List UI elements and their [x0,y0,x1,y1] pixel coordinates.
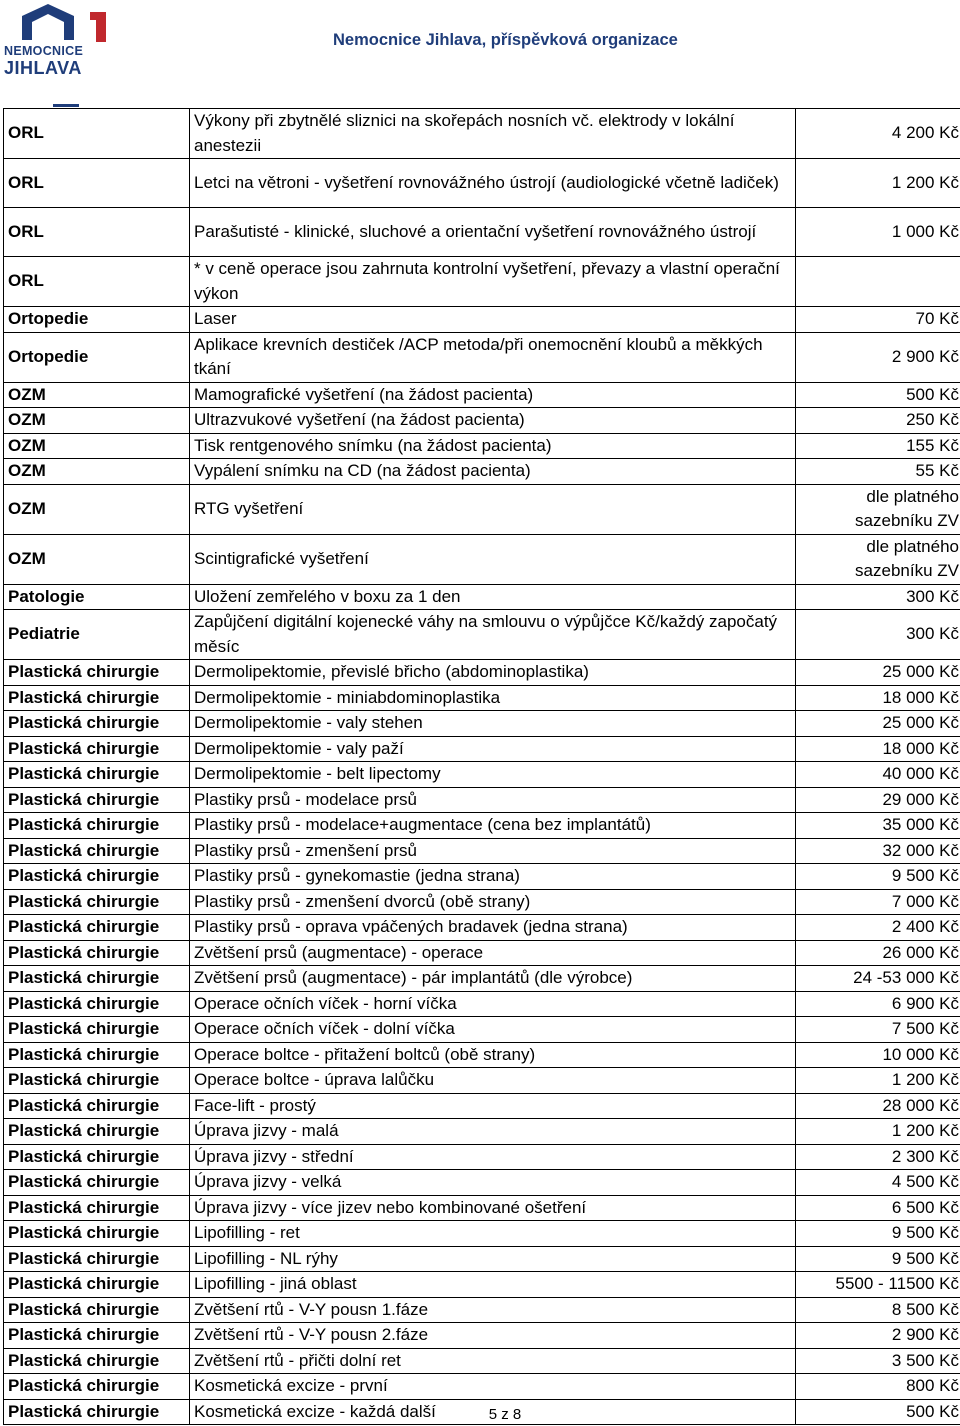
price-cell [796,257,960,307]
table-row [4,433,960,459]
table-row [4,382,960,408]
table-row [4,940,960,966]
table-row [4,660,960,686]
description-cell: Aplikace krevních destiček /ACP metoda/při onemocnění kloubů a měkkých tkání [190,332,796,382]
description-cell: Dermolipektomie, převislé břicho (abdominoplastika) [190,660,796,686]
table-row [4,159,960,208]
department-cell: ORL [4,257,190,307]
department-cell: OZM [4,484,190,534]
table-row [4,736,960,762]
description-cell: Zvětšení rtů - V-Y pousn 1.fáze [190,1297,796,1323]
price-cell: 7 500 Kč [796,1017,960,1043]
description-cell: Vypálení snímku na CD (na žádost pacienta) [190,459,796,485]
department-cell: ORL [4,208,190,257]
department-cell: Plastická chirurgie [4,762,190,788]
description-cell: Uložení zemřelého v boxu za 1 den [190,584,796,610]
table-row [4,813,960,839]
description-cell: Plastiky prsů - modelace+augmentace (cena bez implantátů) [190,813,796,839]
department-cell: Plastická chirurgie [4,1297,190,1323]
description-cell: Plastiky prsů - zmenšení dvorců (obě strany) [190,889,796,915]
description-cell: Zvětšení prsů (augmentace) - operace [190,940,796,966]
description-cell: * v ceně operace jsou zahrnuta kontrolní vyšetření, převazy a vlastní operační výkon [190,257,796,307]
department-cell: Plastická chirurgie [4,1068,190,1094]
price-cell: 1 200 Kč [796,159,960,208]
table-row [4,1297,960,1323]
page-header [0,0,960,95]
price-cell: 28 000 Kč [796,1093,960,1119]
table-row [4,1017,960,1043]
description-cell: Plastiky prsů - modelace prsů [190,787,796,813]
table-row [4,307,960,333]
department-cell: Plastická chirurgie [4,1348,190,1374]
table-row [4,787,960,813]
department-cell: Plastická chirurgie [4,787,190,813]
table-row [4,1042,960,1068]
description-cell: Výkony při zbytnělé sliznici na skořepách nosních vč. elektrody v lokální anestezii [190,109,796,159]
price-cell: 1 200 Kč [796,1119,960,1145]
description-cell: Operace boltce - přitažení boltců (obě strany) [190,1042,796,1068]
table-row [4,864,960,890]
table-row [4,711,960,737]
description-cell: Letci na větroni - vyšetření rovnovážného ústrojí (audiologické včetně ladiček) [190,159,796,208]
table-row [4,1221,960,1247]
table-row [4,1093,960,1119]
price-cell: 18 000 Kč [796,736,960,762]
table-row [4,1348,960,1374]
description-cell: Úprava jizvy - velká [190,1170,796,1196]
logo-text-line2: JIHLAVA [4,58,82,78]
department-cell: Plastická chirurgie [4,864,190,890]
department-cell: Plastická chirurgie [4,889,190,915]
department-cell: Plastická chirurgie [4,1017,190,1043]
department-cell: Plastická chirurgie [4,1246,190,1272]
description-cell: Plastiky prsů - oprava vpáčených bradavek (jedna strana) [190,915,796,941]
description-cell: Lipofilling - NL rýhy [190,1246,796,1272]
price-cell: 2 300 Kč [796,1144,960,1170]
price-cell: 40 000 Kč [796,762,960,788]
description-cell: Parašutisté - klinické, sluchové a orientační vyšetření rovnovážného ústrojí [190,208,796,257]
description-cell: Dermolipektomie - valy stehen [190,711,796,737]
department-cell: Plastická chirurgie [4,966,190,992]
description-cell: Operace očních víček - dolní víčka [190,1017,796,1043]
department-cell: ORL [4,159,190,208]
organization-title: Nemocnice Jihlava, příspěvková organizace [333,31,678,49]
table-row [4,257,960,307]
department-cell: OZM [4,433,190,459]
department-cell: OZM [4,382,190,408]
department-cell: Plastická chirurgie [4,1221,190,1247]
description-cell: Mamografické vyšetření (na žádost pacienta) [190,382,796,408]
description-cell: RTG vyšetření [190,484,796,534]
description-cell: Kosmetická excize - první [190,1374,796,1400]
department-cell: Patologie [4,584,190,610]
table-row [4,1246,960,1272]
table-row [4,109,960,159]
department-cell: Plastická chirurgie [4,711,190,737]
description-cell: Dermolipektomie - miniabdominoplastika [190,685,796,711]
description-cell: Zapůjčení digitální kojenecké váhy na smlouvu o výpůjčce Kč/každý započatý měsíc [190,610,796,660]
logo-text-line1: NEMOCNICE [4,44,84,58]
department-cell: Plastická chirurgie [4,1272,190,1298]
table-row [4,991,960,1017]
price-cell: 18 000 Kč [796,685,960,711]
description-cell: Plastiky prsů - zmenšení prsů [190,838,796,864]
department-cell: Plastická chirurgie [4,1399,190,1425]
description-cell: Tisk rentgenového snímku (na žádost pacienta) [190,433,796,459]
table-row [4,584,960,610]
price-cell: 8 500 Kč [796,1297,960,1323]
price-cell: 300 Kč [796,584,960,610]
department-cell: Plastická chirurgie [4,1323,190,1349]
table-row [4,1119,960,1145]
description-cell: Dermolipektomie - valy paží [190,736,796,762]
price-cell: 250 Kč [796,408,960,434]
department-cell: Plastická chirurgie [4,813,190,839]
table-row [4,966,960,992]
description-cell: Laser [190,307,796,333]
table-row [4,762,960,788]
price-cell: 35 000 Kč [796,813,960,839]
table-row [4,1068,960,1094]
price-cell: 5500 - 11500 Kč [796,1272,960,1298]
department-cell: Plastická chirurgie [4,838,190,864]
department-cell: Pediatrie [4,610,190,660]
description-cell: Operace očních víček - horní víčka [190,991,796,1017]
department-cell: Plastická chirurgie [4,1144,190,1170]
price-cell: 70 Kč [796,307,960,333]
description-cell: Lipofilling - ret [190,1221,796,1247]
price-cell: 2 900 Kč [796,1323,960,1349]
department-cell: Plastická chirurgie [4,1042,190,1068]
table-row [4,1323,960,1349]
description-cell: Dermolipektomie - belt lipectomy [190,762,796,788]
description-cell: Operace boltce - úprava lalůčku [190,1068,796,1094]
description-cell: Scintigrafické vyšetření [190,534,796,584]
table-row [4,1170,960,1196]
price-cell: 6 500 Kč [796,1195,960,1221]
price-cell: 9 500 Kč [796,864,960,890]
price-cell: 1 000 Kč [796,208,960,257]
price-cell: dle platného sazebníku ZV [796,534,960,584]
department-cell: Plastická chirurgie [4,660,190,686]
department-cell: Plastická chirurgie [4,915,190,941]
price-cell: 55 Kč [796,459,960,485]
department-cell: Plastická chirurgie [4,1170,190,1196]
department-cell: OZM [4,459,190,485]
department-cell: ORL [4,109,190,159]
department-cell: Plastická chirurgie [4,1119,190,1145]
table-row [4,332,960,382]
price-cell: 155 Kč [796,433,960,459]
department-cell: Ortopedie [4,332,190,382]
department-cell: Plastická chirurgie [4,991,190,1017]
description-cell: Face-lift - prostý [190,1093,796,1119]
price-cell: 9 500 Kč [796,1246,960,1272]
price-cell: dle platného sazebníku ZV [796,484,960,534]
table-row [4,1374,960,1400]
table-row [4,534,960,584]
price-cell: 500 Kč [796,1399,960,1425]
price-cell: 24 -53 000 Kč [796,966,960,992]
description-cell: Úprava jizvy - malá [190,1119,796,1145]
hospital-logo [2,2,120,80]
table-row [4,208,960,257]
description-cell: Ultrazvukové vyšetření (na žádost pacienta) [190,408,796,434]
department-cell: Plastická chirurgie [4,940,190,966]
price-cell: 3 500 Kč [796,1348,960,1374]
description-cell: Lipofilling - jiná oblast [190,1272,796,1298]
table-row [4,1272,960,1298]
price-cell: 29 000 Kč [796,787,960,813]
description-cell: Plastiky prsů - gynekomastie (jedna strana) [190,864,796,890]
department-cell: Plastická chirurgie [4,1195,190,1221]
table-row [4,915,960,941]
description-cell: Zvětšení rtů - V-Y pousn 2.fáze [190,1323,796,1349]
price-cell: 4 500 Kč [796,1170,960,1196]
price-cell: 32 000 Kč [796,838,960,864]
price-cell: 26 000 Kč [796,940,960,966]
page-number: 5 z 8 [488,1406,522,1423]
price-cell: 10 000 Kč [796,1042,960,1068]
description-cell: Zvětšení rtů - přičti dolní ret [190,1348,796,1374]
table-row [4,459,960,485]
department-cell: Plastická chirurgie [4,685,190,711]
header-divider [53,104,79,107]
department-cell: Plastická chirurgie [4,1374,190,1400]
department-cell: Plastická chirurgie [4,736,190,762]
department-cell: Plastická chirurgie [4,1093,190,1119]
description-cell: Kosmetická excize - každá další [190,1399,796,1425]
description-cell: Úprava jizvy - střední [190,1144,796,1170]
table-row [4,838,960,864]
table-row [4,1144,960,1170]
price-cell: 9 500 Kč [796,1221,960,1247]
description-cell: Zvětšení prsů (augmentace) - pár implantátů (dle výrobce) [190,966,796,992]
price-cell: 1 200 Kč [796,1068,960,1094]
price-cell: 7 000 Kč [796,889,960,915]
price-cell: 2 400 Kč [796,915,960,941]
price-cell: 6 900 Kč [796,991,960,1017]
table-row [4,1195,960,1221]
table-row [4,889,960,915]
price-cell: 25 000 Kč [796,711,960,737]
price-cell: 2 900 Kč [796,332,960,382]
department-cell: OZM [4,408,190,434]
table-row [4,610,960,660]
price-cell: 300 Kč [796,610,960,660]
price-cell: 500 Kč [796,382,960,408]
price-cell: 4 200 Kč [796,109,960,159]
department-cell: OZM [4,534,190,584]
price-cell: 800 Kč [796,1374,960,1400]
table-row [4,408,960,434]
department-cell: Ortopedie [4,307,190,333]
logo-mark-icon [2,2,120,44]
description-cell: Úprava jizvy - více jizev nebo kombinované ošetření [190,1195,796,1221]
table-row [4,685,960,711]
table-row [4,484,960,534]
price-list-table [3,108,960,1425]
price-cell: 25 000 Kč [796,660,960,686]
